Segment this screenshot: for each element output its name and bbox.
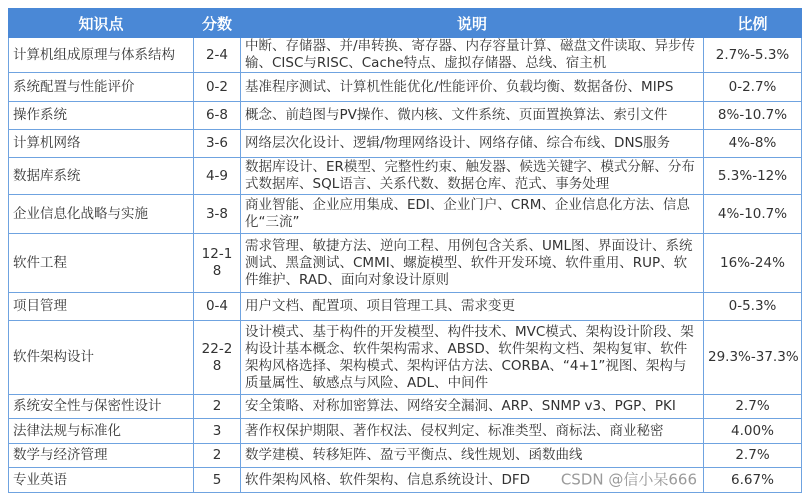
header-ratio: 比例	[704, 9, 802, 38]
topic-cell: 法律法规与标准化	[9, 419, 194, 444]
score-cell: 0-2	[194, 73, 241, 102]
ratio-cell: 6.67%	[704, 468, 802, 493]
score-cell: 2	[194, 395, 241, 419]
table-row	[9, 130, 802, 158]
ratio-cell: 29.3%-37.3%	[704, 321, 802, 395]
table-row	[9, 444, 802, 468]
header-score: 分数	[194, 9, 241, 38]
topic-cell: 系统配置与性能评价	[9, 73, 194, 102]
table-header	[9, 9, 802, 38]
table-row	[9, 293, 802, 321]
topic-cell: 项目管理	[9, 293, 194, 321]
description-cell: 数学建模、转移矩阵、盈亏平衡点、线性规划、函数曲线	[241, 444, 704, 468]
score-cell: 2	[194, 444, 241, 468]
table-row	[9, 158, 802, 195]
description-cell: 用户文档、配置项、项目管理工具、需求变更	[241, 293, 704, 321]
ratio-cell: 0-2.7%	[704, 73, 802, 102]
table-row	[9, 234, 802, 293]
score-cell: 3-8	[194, 195, 241, 234]
description-cell: 概念、前趋图与PV操作、微内核、文件系统、页面置换算法、索引文件	[241, 102, 704, 130]
topic-cell: 数学与经济管理	[9, 444, 194, 468]
score-cell: 22-28	[194, 321, 241, 395]
exam-topics-table	[8, 8, 802, 493]
topic-cell: 企业信息化战略与实施	[9, 195, 194, 234]
table-row	[9, 195, 802, 234]
description-cell: 中断、存储器、并/串转换、寄存器、内存容量计算、磁盘文件读取、异步传输、CISC与RISC、Cache特点、虚拟存储器、总线、宿主机	[241, 38, 704, 73]
score-cell: 2-4	[194, 38, 241, 73]
topic-cell: 数据库系统	[9, 158, 194, 195]
topic-cell: 计算机组成原理与体系结构	[9, 38, 194, 73]
ratio-cell: 4%-8%	[704, 130, 802, 158]
header-description: 说明	[241, 9, 704, 38]
table-row	[9, 419, 802, 444]
topic-cell: 软件架构设计	[9, 321, 194, 395]
header-topic: 知识点	[9, 9, 194, 38]
description-cell: 设计模式、基于构件的开发模型、构件技术、MVC模式、架构设计阶段、架构设计基本概念、软件架构需求、ABSD、软件架构文档、架构复审、软件架构风格选择、架构模式、架构评估方法、CORBA、“4+1”视图、架构与质量属性、敏感点与风险、ADL、中间件	[241, 321, 704, 395]
score-cell: 3	[194, 419, 241, 444]
description-cell: 数据库设计、ER模型、完整性约束、触发器、候选关键字、模式分解、分布式数据库、SQL语言、关系代数、数据仓库、范式、事务处理	[241, 158, 704, 195]
ratio-cell: 8%-10.7%	[704, 102, 802, 130]
description-cell: 需求管理、敏捷方法、逆向工程、用例包含关系、UML图、界面设计、系统测试、黑盒测试、CMMI、螺旋模型、软件开发环境、软件重用、RUP、软件维护、RAD、面向对象设计原则	[241, 234, 704, 293]
description-cell: 基准程序测试、计算机性能优化/性能评价、负载均衡、数据备份、MIPS	[241, 73, 704, 102]
ratio-cell: 4.00%	[704, 419, 802, 444]
topic-cell: 计算机网络	[9, 130, 194, 158]
topic-cell: 系统安全性与保密性设计	[9, 395, 194, 419]
table-row	[9, 468, 802, 493]
table-row	[9, 73, 802, 102]
score-cell: 5	[194, 468, 241, 493]
description-cell: 商业智能、企业应用集成、EDI、企业门户、CRM、企业信息化方法、信息化“三流”	[241, 195, 704, 234]
ratio-cell: 2.7%-5.3%	[704, 38, 802, 73]
score-cell: 4-9	[194, 158, 241, 195]
topic-cell: 操作系统	[9, 102, 194, 130]
topic-cell: 软件工程	[9, 234, 194, 293]
ratio-cell: 2.7%	[704, 395, 802, 419]
description-cell: 软件架构风格、软件架构、信息系统设计、DFD CSDN @信小呆666	[241, 468, 704, 493]
ratio-cell: 16%-24%	[704, 234, 802, 293]
ratio-cell: 0-5.3%	[704, 293, 802, 321]
table-row	[9, 102, 802, 130]
topic-cell: 专业英语	[9, 468, 194, 493]
description-cell: 安全策略、对称加密算法、网络安全漏洞、ARP、SNMP v3、PGP、PKI	[241, 395, 704, 419]
ratio-cell: 4%-10.7%	[704, 195, 802, 234]
description-cell: 网络层次化设计、逻辑/物理网络设计、网络存储、综合布线、DNS服务	[241, 130, 704, 158]
table-row	[9, 38, 802, 73]
score-cell: 3-6	[194, 130, 241, 158]
watermark: CSDN @信小呆666	[560, 470, 697, 489]
table-row	[9, 395, 802, 419]
ratio-cell: 5.3%-12%	[704, 158, 802, 195]
table-row	[9, 321, 802, 395]
score-cell: 6-8	[194, 102, 241, 130]
ratio-cell: 2.7%	[704, 444, 802, 468]
score-cell: 12-18	[194, 234, 241, 293]
description-cell: 著作权保护期限、著作权法、侵权判定、标准类型、商标法、商业秘密	[241, 419, 704, 444]
score-cell: 0-4	[194, 293, 241, 321]
